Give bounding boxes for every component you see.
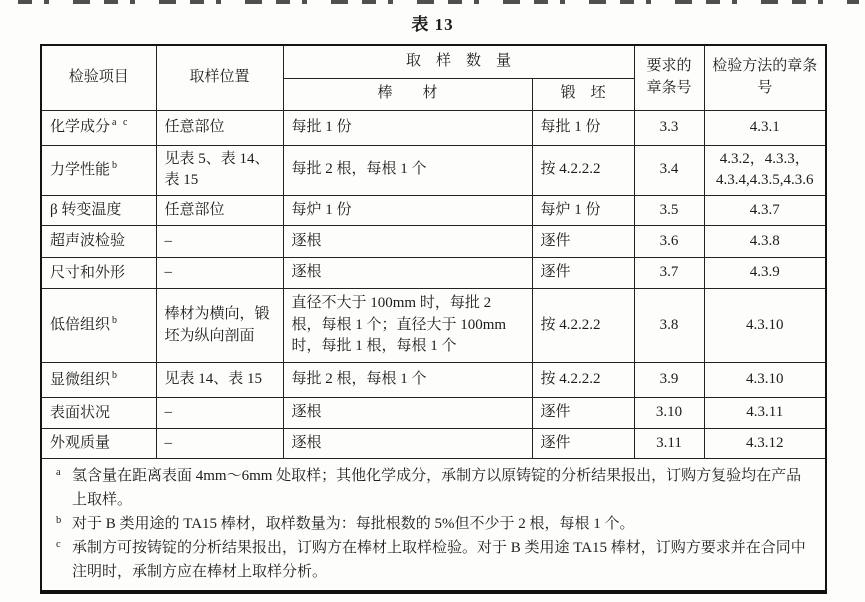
cell-required: 3.3 <box>634 110 704 145</box>
cell-bar: 每批 2 根，每根 1 个 <box>283 145 532 196</box>
header-sampling-quantity: 取 样 数 量 <box>283 45 634 78</box>
inspection-sampling-table <box>40 44 827 594</box>
cell-required: 3.8 <box>634 289 704 363</box>
cell-bar: 每批 1 份 <box>283 110 532 145</box>
cell-position: – <box>156 429 283 459</box>
footnote-a <box>54 464 813 512</box>
cell-method: 4.3.1 <box>704 110 826 145</box>
footnote-ref: b <box>112 369 120 381</box>
cell-method: 4.3.9 <box>704 258 826 289</box>
header-forged-billet: 锻 坯 <box>532 78 634 110</box>
cell-required: 3.10 <box>634 398 704 429</box>
cell-position: 任意部位 <box>156 110 283 145</box>
cell-bar: 逐根 <box>283 398 532 429</box>
cell-method: 4.3.10 <box>704 289 826 363</box>
cell-required: 3.5 <box>634 196 704 226</box>
cell-position: 棒材为横向，锻坯为纵向剖面 <box>156 289 283 363</box>
header-row-1 <box>41 45 826 78</box>
cell-item: 显微组织 $^b$ <box>41 363 156 398</box>
cell-bar: 直径不大于 100mm 时，每批 2 根，每根 1 个；直径大于 100mm 时，每批 1 根，每根 1 个 <box>283 289 532 363</box>
cell-method: 4.3.12 <box>704 429 826 459</box>
footnote-text: 氢含量在距离表面 4mm～6mm 处取样；其他化学成分，承制方以原铸锭的分析结果报出，订购方复验均在产品上取样。 <box>72 468 802 508</box>
cell-billet: 逐件 <box>532 429 634 459</box>
cell-required: 3.9 <box>634 363 704 398</box>
cell-required: 3.7 <box>634 258 704 289</box>
table-row <box>41 429 826 459</box>
cell-method: 4.3.7 <box>704 196 826 226</box>
footnote-ref: b <box>112 159 120 171</box>
cell-position: 见表 5、表 14、表 15 <box>156 145 283 196</box>
cell-method: 4.3.11 <box>704 398 826 429</box>
cell-billet: 逐件 <box>532 398 634 429</box>
table-row <box>41 398 826 429</box>
cell-item: β 转变温度 <box>41 196 156 226</box>
footnote-ref: b <box>112 315 120 327</box>
cell-billet: 按 4.2.2.2 <box>532 145 634 196</box>
footnote-ref: a c <box>112 117 130 129</box>
cell-method: 4.3.8 <box>704 226 826 258</box>
cell-item: 表面状况 <box>41 398 156 429</box>
footnote-text: 承制方可按铸锭的分析结果报出，订购方在棒材上取样检验。对于 B 类用途 TA15 棒材，订购方要求并在合同中注明时，承制方应在棒材上取样分析。 <box>72 540 806 580</box>
cell-required: 3.11 <box>634 429 704 459</box>
header-sampling-position: 取样位置 <box>156 45 283 110</box>
header-method-clause-line2: 号 <box>757 79 773 96</box>
header-bar: 棒 材 <box>283 78 532 110</box>
table-row <box>41 289 826 363</box>
footnote-marker: c <box>56 539 61 550</box>
header-required-clause-line2: 章条号 <box>646 79 692 96</box>
cell-bar: 每炉 1 份 <box>283 196 532 226</box>
footnote-b <box>54 512 813 536</box>
cell-billet: 按 4.2.2.2 <box>532 363 634 398</box>
cell-required: 3.4 <box>634 145 704 196</box>
cell-billet: 逐件 <box>532 226 634 258</box>
cell-billet: 每批 1 份 <box>532 110 634 145</box>
cell-position: – <box>156 258 283 289</box>
cell-bar: 逐根 <box>283 429 532 459</box>
footnotes-cell <box>41 459 826 593</box>
cell-method: 4.3.2，4.3.3，4.3.4,4.3.5,4.3.6 <box>704 145 826 196</box>
cell-position: 见表 14、表 15 <box>156 363 283 398</box>
footnote-marker: b <box>56 515 62 526</box>
cell-method: 4.3.10 <box>704 363 826 398</box>
header-method-clause-line1: 检验方法的章条 <box>712 58 818 74</box>
header-inspection-item: 检验项目 <box>41 45 156 110</box>
cell-item: 外观质量 <box>41 429 156 459</box>
table-row <box>41 363 826 398</box>
cell-billet: 逐件 <box>532 258 634 289</box>
header-required-clause <box>634 45 704 110</box>
footnote-marker: a <box>56 467 61 478</box>
cell-item: 低倍组织 $^b$ <box>41 289 156 363</box>
footnote-text: 对于 B 类用途的 TA15 棒材，取样数量为：每批根数的 5%但不少于 2 根，每根 1 个。 <box>72 516 635 532</box>
header-method-clause <box>704 45 826 110</box>
cell-billet: 每炉 1 份 <box>532 196 634 226</box>
table-row <box>41 196 826 226</box>
cell-item: 尺寸和外形 <box>41 258 156 289</box>
cell-billet: 按 4.2.2.2 <box>532 289 634 363</box>
table-row <box>41 258 826 289</box>
footnote-c <box>54 536 813 584</box>
cell-position: – <box>156 398 283 429</box>
scan-noise-artifact <box>18 0 859 4</box>
cell-bar: 逐根 <box>283 226 532 258</box>
table-caption: 表 13 <box>411 15 454 34</box>
cell-position: 任意部位 <box>156 196 283 226</box>
cell-bar: 逐根 <box>283 258 532 289</box>
cell-item: 化学成分 $^{a c}$ <box>41 110 156 145</box>
table-row <box>41 145 826 196</box>
table-row <box>41 226 826 258</box>
table-row <box>41 110 826 145</box>
cell-item: 超声波检验 <box>41 226 156 258</box>
footnotes-row <box>41 459 826 593</box>
cell-position: – <box>156 226 283 258</box>
cell-bar: 每批 2 根，每根 1 个 <box>283 363 532 398</box>
cell-required: 3.6 <box>634 226 704 258</box>
cell-item: 力学性能 $^b$ <box>41 145 156 196</box>
header-required-clause-line1: 要求的 <box>646 58 692 74</box>
